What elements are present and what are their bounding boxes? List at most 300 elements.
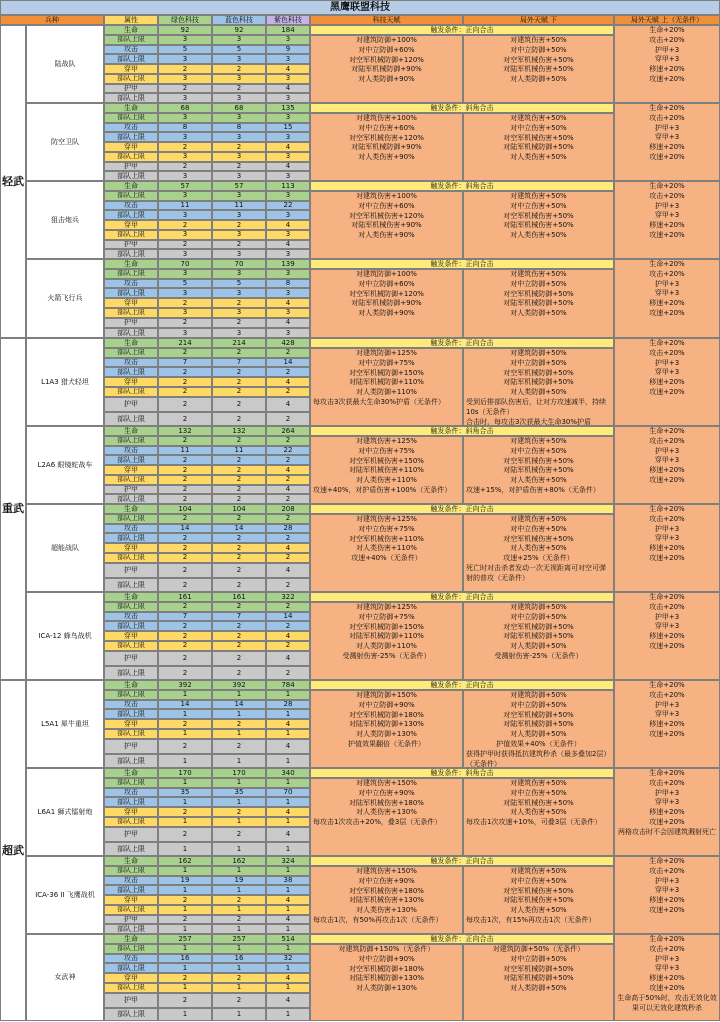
- attribute-label: [104, 358, 158, 368]
- stat-value-text: 7: [236, 358, 242, 367]
- stat-value: [212, 641, 266, 651]
- attribute-label-text: 攻击: [124, 954, 138, 963]
- stat-value: [266, 924, 310, 934]
- attribute-label: [104, 524, 158, 534]
- stat-value-text: 214: [232, 338, 246, 347]
- stat-value-text: 2: [182, 142, 188, 151]
- trigger-condition: [310, 259, 614, 269]
- stat-value-text: 1: [285, 924, 291, 933]
- attribute-label: [104, 993, 158, 1008]
- stat-value: [212, 220, 266, 230]
- stat-value: [212, 983, 266, 993]
- stat-value-text: 2: [182, 668, 188, 677]
- stat-value-text: 3: [182, 93, 188, 102]
- outer-talent-down-block: [463, 348, 614, 426]
- stat-value-text: 3: [285, 230, 291, 239]
- category-label: [0, 25, 26, 338]
- stat-value-text: 1: [182, 756, 188, 765]
- stat-value: [266, 993, 310, 1008]
- stat-value: [266, 788, 310, 798]
- column-header-text: 科技天赋: [372, 15, 401, 24]
- stat-value: [212, 651, 266, 667]
- stat-value: [158, 171, 212, 181]
- stat-value-text: 4: [285, 654, 291, 663]
- outer-talent-down-line: 对空军机械防御+50%: [503, 710, 574, 719]
- stat-value: [158, 690, 212, 700]
- stat-value-text: 2: [236, 436, 242, 445]
- tech-talent-line: 对空军机械伤害+120%: [349, 133, 424, 142]
- stat-value: [212, 621, 266, 631]
- trigger-condition: [310, 25, 614, 35]
- unit-name: [26, 680, 104, 768]
- column-header-text: 属性: [124, 15, 138, 24]
- attribute-label-text: 生命: [124, 181, 138, 190]
- stat-value: [212, 338, 266, 348]
- stat-value-text: 3: [182, 132, 188, 141]
- unit-name: [26, 592, 104, 680]
- outer-talent-down-line: 对空军机械防御+50%: [503, 622, 574, 631]
- attribute-label: [104, 485, 158, 495]
- stat-value-text: 2: [182, 220, 188, 229]
- trigger-condition: [310, 768, 614, 778]
- stat-value: [158, 876, 212, 886]
- attribute-label: [104, 269, 158, 279]
- attribute-label-text: 生命: [124, 504, 138, 513]
- attribute-label: [104, 631, 158, 641]
- attribute-label: [104, 700, 158, 710]
- attribute-label: [104, 25, 158, 35]
- stat-value: [158, 842, 212, 856]
- outer-talent-down-line: 对建筑伤害+50%: [510, 270, 567, 278]
- outer-talent-down-line: 对中立伤害+50%: [510, 876, 567, 885]
- attribute-label-text: 攻击: [124, 201, 138, 210]
- stat-value: [266, 318, 310, 328]
- stat-value: [212, 876, 266, 886]
- stat-value: [266, 298, 310, 308]
- stat-value-text: 11: [180, 446, 190, 455]
- stat-value: [212, 612, 266, 622]
- stat-value: [266, 171, 310, 181]
- outer-talent-up-line: 穿甲+3: [654, 886, 680, 895]
- tech-talent-line: 对中立伤害+90%: [358, 788, 415, 797]
- stat-value: [212, 578, 266, 592]
- unit-name-text: L5A1 犀牛重坦: [41, 719, 89, 728]
- outer-talent-down-line: 对中立防御+50%: [510, 700, 567, 709]
- stat-value: [212, 514, 266, 524]
- stat-value: [212, 475, 266, 485]
- attribute-label: [104, 983, 158, 993]
- stat-value: [158, 397, 212, 413]
- attribute-label-text: 部队上限: [117, 288, 145, 297]
- outer-talent-down-line: 对中立防御+50%: [510, 612, 567, 621]
- outer-talent-down-line: 对人类防御+50%: [510, 730, 567, 739]
- attribute-label-text: 穿甲: [124, 973, 138, 982]
- attribute-label-text: 攻击: [124, 358, 138, 367]
- outer-talent-down-line: 对人类伤害+50%: [510, 153, 567, 162]
- outer-talent-down-line: 对人类伤害+50%: [510, 808, 567, 817]
- attribute-label-text: 部队上限: [117, 797, 145, 806]
- outer-talent-up-line: 护甲+3: [654, 201, 680, 210]
- attribute-label: [104, 113, 158, 123]
- stat-value-text: 16: [234, 954, 244, 963]
- stat-value: [212, 230, 266, 240]
- stat-value: [212, 778, 266, 788]
- attribute-label-text: 生命: [124, 768, 138, 777]
- attribute-label: [104, 201, 158, 211]
- stat-value-text: 4: [285, 298, 291, 307]
- stat-value: [266, 25, 310, 35]
- unit-name-text: ICA-12 蜂鸟战机: [38, 631, 92, 640]
- stat-value: [212, 64, 266, 74]
- stat-value: [212, 631, 266, 641]
- stat-value-text: 2: [182, 621, 188, 630]
- stat-value: [158, 455, 212, 465]
- unit-name-text: 防空卫队: [51, 137, 79, 146]
- stat-value-text: 2: [182, 895, 188, 904]
- outer-talent-down-line: 对陆军机械伤害+50%: [503, 896, 574, 905]
- outer-talent-up-line: 攻击+20%: [649, 191, 685, 200]
- attribute-label: [104, 612, 158, 622]
- attribute-label-text: 部队上限: [117, 171, 145, 180]
- outer-talent-down-line: 对建筑伤害+50%: [510, 114, 567, 122]
- stat-value-text: 139: [281, 259, 295, 268]
- tech-talent-block: [310, 690, 463, 768]
- stat-value-text: 162: [178, 856, 192, 865]
- stat-value-text: 2: [236, 400, 242, 409]
- stat-value: [266, 700, 310, 710]
- stat-value: [266, 709, 310, 719]
- outer-talent-down-line: 攻速+25%（无条件）: [503, 554, 574, 563]
- stat-value-text: 2: [182, 807, 188, 816]
- stat-value-text: 2: [182, 830, 188, 839]
- outer-talent-down-line: 对人类防御+50%: [510, 388, 567, 397]
- stat-value-text: 2: [236, 414, 242, 423]
- stat-value-text: 1: [236, 924, 242, 933]
- stat-value: [266, 45, 310, 55]
- stat-value: [158, 641, 212, 651]
- stat-value: [266, 866, 310, 876]
- stat-value: [158, 807, 212, 817]
- stat-value-text: 2: [236, 455, 242, 464]
- stat-value: [266, 240, 310, 250]
- attribute-label-text: 部队上限: [117, 328, 145, 337]
- stat-value-text: 324: [281, 856, 295, 865]
- stat-value-text: 2: [182, 742, 188, 751]
- stat-value: [266, 446, 310, 456]
- stat-value: [212, 827, 266, 843]
- stat-value-text: 3: [285, 132, 291, 141]
- stat-value: [266, 895, 310, 905]
- outer-talent-down-line: 对人类防御+50%: [510, 75, 567, 84]
- stat-value: [158, 514, 212, 524]
- stat-value: [212, 885, 266, 895]
- stat-value: [266, 817, 310, 827]
- stat-value: [266, 739, 310, 755]
- outer-talent-up-line: 攻击+20%: [649, 514, 685, 523]
- trigger-condition-text: 触发条件：正向合击: [430, 680, 494, 689]
- stat-value: [212, 259, 266, 269]
- attribute-label: [104, 308, 158, 318]
- attribute-label: [104, 220, 158, 230]
- stat-value: [158, 895, 212, 905]
- stat-value-text: 1: [182, 963, 188, 972]
- stat-value-text: 2: [182, 436, 188, 445]
- stat-value-text: 4: [285, 84, 291, 93]
- stat-value-text: 14: [180, 700, 190, 709]
- outer-talent-down-line: 对空军机械伤害+50%: [503, 456, 574, 465]
- outer-talent-up-line: 生命+20%: [649, 260, 685, 268]
- stat-value-text: 2: [236, 348, 242, 357]
- stat-value: [212, 856, 266, 866]
- attribute-label: [104, 973, 158, 983]
- attribute-label-text: 部队上限: [117, 455, 145, 464]
- attribute-label: [104, 279, 158, 289]
- stat-value-text: 19: [234, 876, 244, 885]
- category-label-text: 轻武: [2, 174, 24, 188]
- stat-value: [212, 739, 266, 755]
- stat-value: [212, 895, 266, 905]
- attribute-label: [104, 142, 158, 152]
- tech-talent-line: 对空军机械防御+150%: [349, 622, 424, 631]
- stat-value-text: 2: [182, 318, 188, 327]
- attribute-label: [104, 944, 158, 954]
- stat-value-text: 2: [236, 807, 242, 816]
- attribute-label-text: 部队上限: [117, 533, 145, 542]
- category-label-text: 重武: [2, 502, 24, 516]
- stat-value-text: 3: [236, 152, 242, 161]
- stat-value: [212, 915, 266, 925]
- stat-value: [212, 397, 266, 413]
- stat-value-text: 3: [236, 54, 242, 63]
- attribute-label-text: 部队上限: [117, 778, 145, 787]
- stat-value-text: 514: [281, 934, 295, 943]
- tech-talent-line: 对人类伤害+130%: [356, 808, 417, 817]
- outer-talent-down-line: 每攻击1次攻速+10%，可叠3层（无条件）: [466, 818, 602, 827]
- stat-value: [266, 269, 310, 279]
- attribute-label: [104, 494, 158, 504]
- stat-value: [212, 690, 266, 700]
- stat-value-text: 4: [285, 895, 291, 904]
- stat-value-text: 2: [182, 631, 188, 640]
- stat-value-text: 162: [232, 856, 246, 865]
- stat-value: [212, 318, 266, 328]
- attribute-label: [104, 74, 158, 84]
- attribute-label-text: 部队上限: [117, 944, 145, 953]
- attribute-label-text: 护甲: [124, 162, 138, 171]
- stat-value: [158, 963, 212, 973]
- outer-talent-down-line: 对人类防御+50%: [510, 642, 567, 651]
- stat-value-text: 2: [236, 621, 242, 630]
- stat-value: [158, 220, 212, 230]
- stat-value: [212, 328, 266, 338]
- stat-value-text: 32: [283, 954, 293, 963]
- stat-value-text: 322: [281, 592, 295, 601]
- stat-value-text: 35: [180, 788, 190, 797]
- attribute-label-text: 部队上限: [117, 387, 145, 396]
- outer-talent-up-line: 攻击+20%: [649, 35, 685, 44]
- stat-value-text: 2: [236, 514, 242, 523]
- outer-talent-down-block: [463, 944, 614, 1021]
- attribute-label: [104, 856, 158, 866]
- stat-value: [266, 856, 310, 866]
- trigger-condition-text: 触发条件：正向合击: [430, 25, 494, 34]
- stat-value: [266, 563, 310, 579]
- attribute-label-text: 部队上限: [117, 414, 145, 423]
- stat-value-text: 2: [182, 64, 188, 73]
- stat-value: [266, 934, 310, 944]
- stat-value-text: 4: [285, 240, 291, 249]
- stat-value-text: 1: [285, 1010, 291, 1019]
- stat-value: [212, 298, 266, 308]
- stat-value: [266, 729, 310, 739]
- attribute-label: [104, 93, 158, 103]
- outer-talent-down-line: 每攻击1次，有15%再攻击1次（无条件）: [466, 915, 596, 924]
- stat-value: [266, 807, 310, 817]
- stat-value: [158, 279, 212, 289]
- stat-value: [158, 249, 212, 259]
- stat-value: [212, 817, 266, 827]
- stat-value-text: 3: [285, 171, 291, 180]
- stat-value-text: 4: [285, 742, 291, 751]
- attribute-label: [104, 817, 158, 827]
- stat-value-text: 2: [236, 475, 242, 484]
- stat-value: [266, 485, 310, 495]
- attribute-label: [104, 103, 158, 113]
- stat-value-text: 70: [234, 259, 244, 268]
- trigger-condition-text: 触发条件：斜角合击: [430, 181, 494, 190]
- attribute-label: [104, 162, 158, 172]
- stat-value-text: 1: [285, 817, 291, 826]
- stat-value-text: 4: [285, 631, 291, 640]
- attribute-label-text: 穿甲: [124, 465, 138, 474]
- stat-value: [212, 54, 266, 64]
- outer-talent-down-line: 对空军机械伤害+50%: [503, 211, 574, 220]
- stat-value-text: 28: [283, 524, 293, 533]
- tech-talent-line: 对建筑防御+150%（无条件）: [338, 945, 435, 953]
- outer-talent-up-line: 两格攻击时不会因建筑溅射死亡: [618, 827, 716, 836]
- tech-talent-line: 对人类防御+90%: [358, 75, 415, 84]
- attribute-label: [104, 455, 158, 465]
- outer-talent-up-line: 移速+20%: [649, 221, 685, 230]
- stat-value-text: 2: [182, 455, 188, 464]
- outer-talent-down-block: [463, 690, 614, 768]
- stat-value-text: 3: [182, 328, 188, 337]
- stat-value: [212, 436, 266, 446]
- stat-value-text: 3: [285, 328, 291, 337]
- attribute-label: [104, 729, 158, 739]
- stat-value-text: 1: [285, 797, 291, 806]
- attribute-label: [104, 621, 158, 631]
- stat-value-text: 2: [236, 641, 242, 650]
- attribute-label: [104, 739, 158, 755]
- stat-value-text: 2: [236, 84, 242, 93]
- stat-value-text: 3: [182, 288, 188, 297]
- stat-value: [212, 25, 266, 35]
- attribute-label-text: 攻击: [124, 700, 138, 709]
- outer-talent-up-block: [614, 426, 720, 504]
- unit-name-text: ICA-36 II 飞鹰战机: [35, 890, 95, 899]
- attribute-label-text: 部队上限: [117, 348, 145, 357]
- stat-value-text: 2: [182, 162, 188, 171]
- attribute-label: [104, 1008, 158, 1021]
- outer-talent-up-line: 移速+20%: [649, 974, 685, 983]
- stat-value: [212, 132, 266, 142]
- attribute-label-text: 部队上限: [117, 113, 145, 122]
- stat-value-text: 3: [182, 249, 188, 258]
- unit-name: [26, 259, 104, 338]
- stat-value: [158, 768, 212, 778]
- stat-value: [158, 288, 212, 298]
- outer-talent-down-line: 对人类防御+50%: [510, 309, 567, 318]
- outer-talent-down-line: 受溅射伤害-25%（无条件）: [494, 651, 583, 660]
- stat-value-text: 3: [285, 113, 291, 122]
- stat-value-text: 1: [182, 983, 188, 992]
- stat-value-text: 1: [236, 817, 242, 826]
- stat-value: [158, 602, 212, 612]
- outer-talent-up-line: 生命+20%: [649, 182, 685, 190]
- stat-value: [158, 934, 212, 944]
- stat-value-text: 257: [232, 934, 246, 943]
- outer-talent-up-line: 生命高于50%时，攻击无效化效果可以无效化建筑秒杀: [617, 993, 717, 1012]
- attribute-label: [104, 885, 158, 895]
- attribute-label: [104, 465, 158, 475]
- stat-value-text: 38: [283, 876, 293, 885]
- outer-talent-up-line: 攻击+20%: [649, 602, 685, 611]
- stat-value-text: 1: [236, 690, 242, 699]
- tech-talent-line: 对建筑伤害+150%: [356, 867, 417, 875]
- attribute-label: [104, 895, 158, 905]
- stat-value-text: 8: [285, 279, 291, 288]
- attribute-label-text: 生命: [124, 680, 138, 689]
- stat-value: [158, 729, 212, 739]
- column-header: [212, 15, 266, 25]
- tech-talent-line: 对陆军机械伤害+180%: [349, 798, 424, 807]
- tech-talent-line: 对人类防御+130%: [356, 984, 417, 993]
- stat-value: [158, 387, 212, 397]
- unit-name: [26, 504, 104, 592]
- outer-talent-up-line: 攻击+20%: [649, 944, 685, 953]
- outer-talent-up-block: [614, 856, 720, 934]
- attribute-label-text: 攻击: [124, 876, 138, 885]
- outer-talent-down-line: 对建筑伤害+50%: [510, 192, 567, 200]
- stat-value-text: 132: [178, 426, 192, 435]
- stat-value: [212, 1008, 266, 1021]
- outer-talent-up-line: 穿甲+3: [654, 211, 680, 220]
- stat-value-text: 1: [285, 778, 291, 787]
- stat-value-text: 1: [182, 866, 188, 875]
- stat-value: [266, 93, 310, 103]
- unit-name: [26, 181, 104, 259]
- stat-value: [266, 680, 310, 690]
- stat-value: [158, 74, 212, 84]
- stat-value: [158, 651, 212, 667]
- attribute-label: [104, 54, 158, 64]
- attribute-label: [104, 191, 158, 201]
- stat-value-text: 1: [285, 729, 291, 738]
- tech-talent-line: 对中立伤害+75%: [358, 446, 415, 455]
- stat-value-text: 2: [182, 400, 188, 409]
- attribute-label-text: 穿甲: [124, 220, 138, 229]
- stat-value-text: 14: [234, 700, 244, 709]
- stat-value: [158, 754, 212, 768]
- attribute-label-text: 部队上限: [117, 308, 145, 317]
- outer-talent-up-block: [614, 680, 720, 768]
- tech-talent-block: [310, 514, 463, 592]
- stat-value: [212, 524, 266, 534]
- stat-value-text: 184: [281, 25, 295, 34]
- stat-value: [158, 152, 212, 162]
- stat-value: [212, 387, 266, 397]
